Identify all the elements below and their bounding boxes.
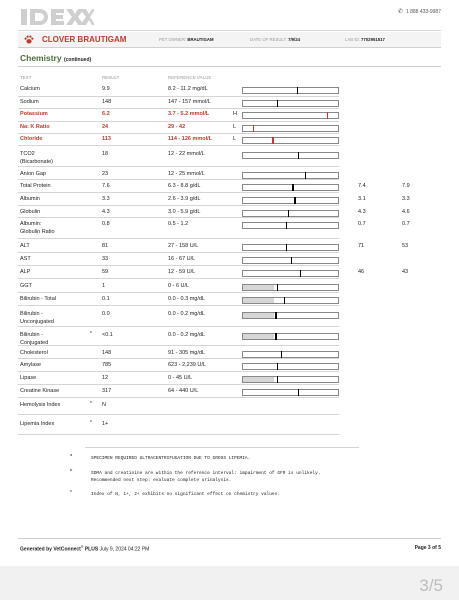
row-divider [18, 252, 339, 253]
result-marker [272, 137, 273, 144]
flag: L [233, 136, 237, 142]
result-marker [286, 222, 287, 229]
footnote-ref: c [90, 418, 92, 423]
result-marker [327, 112, 328, 119]
footnote-key: c [70, 490, 73, 494]
result-value: 18 [102, 151, 109, 157]
previous-result-1: 3.1 [358, 196, 366, 202]
row-divider [18, 145, 339, 146]
row-divider [18, 238, 339, 239]
result-marker [277, 100, 278, 107]
test-name: Amylase [20, 362, 42, 368]
range-bar [242, 363, 339, 370]
test-name: Albumin: Globulin Ratio [20, 221, 55, 235]
previous-result-1: 71 [358, 243, 365, 249]
flag: L [233, 124, 237, 130]
result-marker [277, 376, 278, 383]
footnote-ref: c [90, 399, 92, 404]
flag: H [233, 111, 237, 117]
test-name: Albumin [20, 196, 40, 202]
test-name: AST [20, 256, 31, 262]
reference-value: 0.0 - 0.2 mg/dL [168, 332, 205, 338]
range-shade [243, 298, 274, 303]
footnote-key: a [70, 454, 73, 458]
test-name: ALP [20, 269, 31, 275]
result-marker [275, 333, 276, 340]
range-bar [242, 184, 339, 191]
row-divider [18, 305, 339, 306]
row-divider [18, 265, 339, 266]
result-marker [292, 184, 293, 191]
reference-value: 12 - 25 mmol/L [168, 171, 205, 177]
result-value: 59 [102, 269, 109, 275]
result-value: 24 [102, 124, 109, 130]
previous-result-1: 46 [358, 269, 365, 275]
range-bar [242, 100, 339, 107]
range-bar [242, 137, 339, 144]
range-bar [242, 312, 339, 319]
test-name: Bilirubin - Unconjugated [20, 311, 54, 325]
test-name: Chloride [20, 136, 43, 142]
reference-value: 114 - 126 mmol/L [168, 136, 213, 142]
reference-value: 147 - 157 mmol/L [168, 99, 211, 105]
reference-value: 623 - 2,239 U/L [168, 362, 206, 368]
range-bar [242, 333, 339, 340]
result-value: 3.3 [102, 196, 110, 202]
result-value: <0.1 [102, 332, 113, 338]
result-marker [291, 257, 292, 264]
reference-value: 91 - 305 mg/dL [168, 350, 205, 356]
previous-result-1: 4.3 [358, 209, 366, 215]
date-of-result: DATE OF RESULT: 7/9/24 [250, 37, 301, 42]
result-value: N [102, 402, 106, 408]
reference-value: 8.2 - 11.2 mg/dL [168, 86, 208, 92]
result-value: 148 [102, 350, 112, 356]
test-name: Anion Gap [20, 171, 46, 177]
row-divider [18, 326, 339, 327]
result-value: 1+ [102, 421, 109, 427]
result-value: 0.1 [102, 296, 110, 302]
test-name: Potassium [20, 111, 48, 117]
range-shade [243, 285, 274, 290]
result-marker [288, 210, 289, 217]
page-number: Page 3 of 5 [414, 545, 441, 551]
range-shade [243, 334, 274, 339]
result-marker [275, 312, 276, 319]
paw-icon [24, 35, 34, 44]
result-value: 12 [102, 375, 109, 381]
result-value: 0.8 [102, 221, 110, 227]
patient-name: CLOVER BRAUTIGAM [42, 35, 127, 44]
range-shade [243, 377, 274, 382]
patient-bar [18, 32, 441, 48]
test-name: Creatine Kinase [20, 388, 60, 394]
reference-value: 3.0 - 5.9 g/dL [168, 209, 201, 215]
result-value: 113 [102, 136, 111, 142]
range-bar [242, 210, 339, 217]
column-header-result: RESULT [102, 75, 120, 80]
range-bar [242, 197, 339, 204]
row-divider [18, 384, 339, 385]
column-header-reference: REFERENCE VALUE [168, 75, 212, 80]
test-name: Cholesterol [20, 350, 48, 356]
reference-value: 0 - 6 U/L [168, 283, 190, 289]
header-divider [18, 30, 441, 31]
result-marker [298, 389, 299, 396]
result-value: 1 [102, 283, 106, 289]
range-bar [242, 172, 339, 179]
result-value: 4.3 [102, 209, 110, 215]
range-shade [243, 313, 274, 318]
reference-value: 3.7 - 5.2 mmol/L [168, 111, 210, 117]
row-divider [18, 166, 339, 167]
result-marker [286, 244, 287, 251]
previous-result-2: 53 [402, 243, 409, 249]
generated-by: Generated by VetConnect® PLUS July 9, 2024 04:22 PM [20, 545, 150, 553]
range-bar [242, 270, 339, 277]
row-divider [18, 179, 339, 180]
test-name: Hemolysis Index [20, 402, 61, 408]
section-title: Chemistry (continued) [20, 53, 92, 63]
reference-value: 0 - 45 U/L [168, 375, 193, 381]
test-name: Bilirubin - Conjugated [20, 332, 49, 346]
result-value: 785 [102, 362, 112, 368]
row-divider [18, 414, 339, 415]
row-divider [18, 278, 339, 279]
range-bar [242, 257, 339, 264]
result-marker [277, 363, 278, 370]
reference-value: 0.5 - 1.2 [168, 221, 189, 227]
row-divider [18, 345, 339, 346]
reference-value: 64 - 440 U/L [168, 388, 199, 394]
footnote-text: SDMA and creatinine are within the reference interval: impairment of GFR is unlikely. Recommended next step: evaluate complete urinalysis. [91, 471, 321, 483]
result-value: 9.9 [102, 86, 110, 92]
previous-result-2: 0.7 [402, 221, 410, 227]
footer-divider [18, 538, 441, 539]
column-header-test: TEST [20, 75, 32, 80]
range-bar [242, 152, 339, 159]
result-value: 317 [102, 388, 112, 394]
reference-value: 27 - 158 U/L [168, 243, 199, 249]
row-divider [18, 217, 339, 218]
range-bar [242, 222, 339, 229]
result-marker [277, 284, 278, 291]
test-name: GGT [20, 283, 32, 289]
range-bar [242, 389, 339, 396]
pet-owner: PET OWNER: BRAUTIGAM [159, 37, 214, 42]
range-bar [242, 87, 339, 94]
range-bar [242, 244, 339, 251]
row-divider [18, 133, 339, 134]
reference-value: 0.0 - 0.3 mg/dL [168, 296, 205, 302]
page-indicator: 3/5 [419, 576, 443, 595]
previous-result-1: 7.4 [358, 183, 366, 189]
test-name: Total Protein [20, 183, 51, 189]
range-bar [242, 112, 339, 119]
section-divider [18, 66, 441, 67]
test-name: Bilirubin - Total [20, 296, 56, 302]
result-marker [298, 152, 299, 159]
result-marker [300, 270, 301, 277]
result-marker [294, 197, 295, 204]
result-marker [284, 297, 285, 304]
row-divider [18, 108, 339, 109]
footnote-key: b [70, 469, 73, 473]
reference-value: 6.3 - 8.8 g/dL [168, 183, 201, 189]
test-name: Sodium [20, 99, 39, 105]
test-name: Lipase [20, 375, 37, 381]
range-bar [242, 125, 339, 132]
range-bar [242, 376, 339, 383]
test-name: Na: K Ratio [20, 124, 50, 130]
row-divider [18, 121, 339, 122]
result-value: 81 [102, 243, 109, 249]
row-divider [18, 192, 339, 193]
result-marker [297, 87, 298, 94]
reference-value: 16 - 67 U/L [168, 256, 196, 262]
reference-value: 29 - 42 [168, 124, 186, 130]
phone-number: ✆ 1 888 433-9987 [397, 9, 441, 15]
result-value: 33 [102, 256, 109, 262]
result-marker [305, 172, 306, 179]
test-name: TCO2 (Bicarbonate) [20, 151, 54, 165]
result-value: 6.2 [102, 111, 110, 117]
footnote-divider [85, 447, 359, 448]
previous-result-1: 0.7 [358, 221, 366, 227]
test-name: Lipemia Index [20, 421, 55, 427]
footnote-text: Index of N, 1+, 2+ exhibits no significant effect on chemistry values. [91, 492, 281, 497]
idexx-logo [20, 7, 94, 27]
row-divider [18, 358, 339, 359]
previous-result-2: 7.9 [402, 183, 410, 189]
row-divider [18, 371, 339, 372]
test-name: ALT [20, 243, 30, 249]
reference-value: 0.0 - 0.2 mg/dL [168, 311, 205, 317]
result-value: 148 [102, 99, 112, 105]
footnote-text: SPECIMEN REQUIRED ULTRACENTRIFUGATION DUE TO GROSS LIPEMIA. [91, 456, 251, 461]
range-bar [242, 297, 339, 304]
row-divider [18, 205, 339, 206]
reference-value: 2.6 - 3.9 g/dL [168, 196, 201, 202]
row-divider [18, 96, 339, 97]
range-bar [242, 351, 339, 358]
result-marker [281, 351, 282, 358]
phone-icon: ✆ [397, 9, 403, 15]
test-name: Globulin [20, 209, 41, 215]
row-divider [18, 292, 339, 293]
test-name: Calcium [20, 86, 40, 92]
range-bar [242, 284, 339, 291]
result-value: 7.6 [102, 183, 110, 189]
result-marker [253, 125, 254, 132]
result-value: 0.0 [102, 311, 110, 317]
footnote-ref: c [90, 329, 92, 334]
previous-result-2: 43 [402, 269, 409, 275]
previous-result-2: 4.6 [402, 209, 410, 215]
reference-value: 12 - 59 U/L [168, 269, 196, 275]
previous-result-2: 3.3 [402, 196, 410, 202]
lab-id: LAB ID: 7702951517 [345, 37, 385, 42]
reference-value: 12 - 22 mmol/L [168, 151, 205, 157]
row-divider [18, 434, 339, 435]
result-value: 23 [102, 171, 109, 177]
row-divider [18, 397, 339, 398]
